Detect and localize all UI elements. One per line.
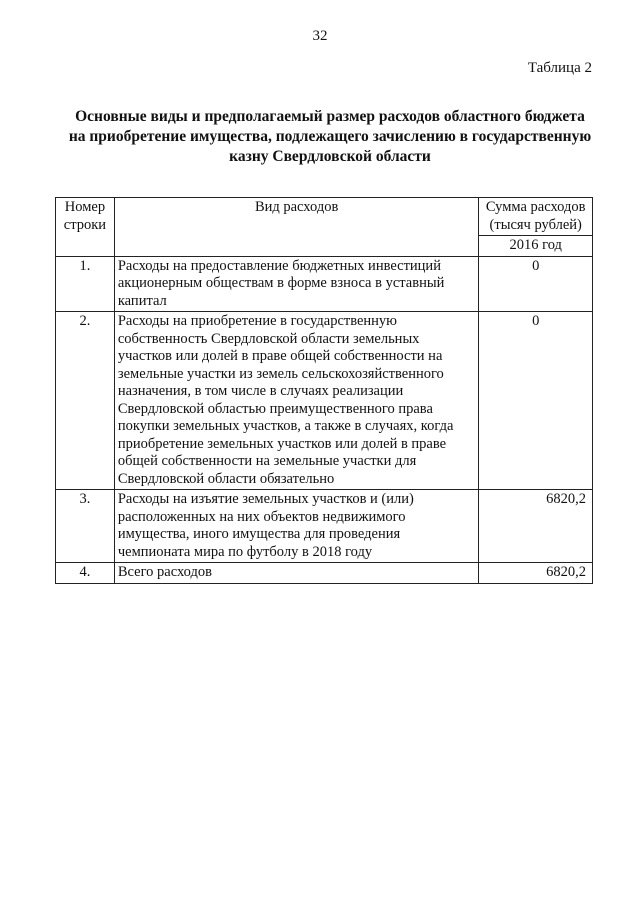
table-row (56, 256, 593, 312)
row-number: 4. (56, 563, 115, 584)
row-value: 6820,2 (479, 490, 593, 563)
table-row (56, 490, 593, 563)
row-expense-name: Расходы на предоставление бюджетных инвестиций акционерным обществам в форме взноса в уставный капитал (114, 256, 479, 312)
header-year: 2016 год (479, 236, 593, 257)
row-expense-name: Всего расходов (114, 563, 479, 584)
row-number: 3. (56, 490, 115, 563)
row-value: 0 (479, 256, 593, 312)
table-row-total (56, 563, 593, 584)
row-value: 6820,2 (479, 563, 593, 584)
table-header-row (56, 198, 593, 236)
title-line-3: казну Свердловской области (229, 148, 431, 165)
row-expense-name: Расходы на приобретение в государственную собственность Свердловской области земельных участков или долей в праве общей собственности на земельные участки из земель сельскохозяйственного назначения, в том числе в случаях реализации Свердловской областью преимущественного права покупки земельных участков, а также в случаях, когда приобретение земельных участков или долей в праве общей собственности на земельные участки для Свердловской области обязательно (114, 312, 479, 490)
row-expense-name: Расходы на изъятие земельных участков и (или) расположенных на них объектов недвижимого имущества, иного имущества для проведения чемпионата мира по футболу в 2018 году (114, 490, 479, 563)
title-line-2: на приобретение имущества, подлежащего зачислению в государственную (68, 128, 592, 145)
document-title (56, 107, 604, 167)
table-label: Таблица 2 (527, 60, 592, 76)
table-row (56, 312, 593, 490)
page-number: 32 (312, 28, 328, 44)
header-sum: Сумма расходов (тысяч рублей) (479, 198, 593, 236)
header-expense-type: Вид расходов (114, 198, 479, 257)
row-number: 1. (56, 256, 115, 312)
header-row-number: Номер строки (56, 198, 115, 257)
row-number: 2. (56, 312, 115, 490)
expenses-table (55, 197, 593, 584)
row-value: 0 (479, 312, 593, 490)
title-line-1: Основные виды и предполагаемый размер расходов областного бюджета (75, 108, 585, 125)
